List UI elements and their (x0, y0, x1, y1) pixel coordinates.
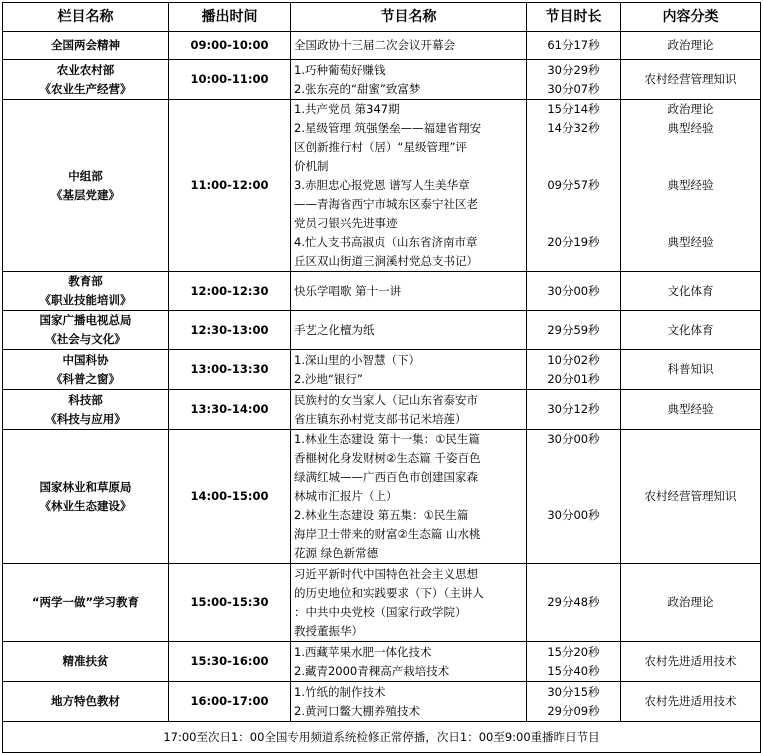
spacer (530, 544, 617, 563)
spacer (530, 449, 617, 468)
program-line: 2.星级管理 筑强堡垒——福建省翔安 (294, 121, 482, 135)
column-name-line: 精准扶贫 (62, 654, 109, 668)
program-line: 丘区双山街道三涧溪村党总支书记） (294, 254, 478, 268)
category-line: 典型经验 (667, 121, 714, 135)
column-name-cell (3, 311, 169, 350)
spacer (530, 214, 617, 233)
category-line: 农村先进适用技术 (644, 694, 737, 708)
category-cell (621, 682, 761, 722)
table-row (3, 642, 761, 682)
column-name-line: 国家广播电视总局 (39, 313, 132, 327)
air-time-cell: 15:30-16:00 (169, 642, 291, 682)
table-row (3, 60, 761, 100)
duration-line: 61分17秒 (547, 38, 600, 52)
duration-line: 29分09秒 (547, 703, 600, 718)
air-time-cell: 13:00-13:30 (169, 350, 291, 390)
column-name-cell (3, 272, 169, 311)
column-name-line: 《职业技能培训》 (39, 293, 132, 307)
program-line: 价机制 (294, 159, 329, 173)
spacer (530, 468, 617, 487)
duration-line: 30分00秒 (547, 508, 600, 522)
column-name-line: 《科技与应用》 (45, 411, 126, 426)
program-line: 2.藏青2000青稞高产栽培技术 (294, 663, 450, 678)
duration-line: 30分12秒 (547, 402, 600, 416)
program-line: 1.竹纸的制作技术 (294, 684, 386, 699)
air-time-cell: 16:00-17:00 (169, 682, 291, 722)
duration-line: 30分15秒 (547, 684, 600, 699)
duration-cell (527, 272, 621, 311)
category-line: 政治理论 (667, 102, 714, 116)
footer-note: 17:00至次日1：00全国专用频道系统检修正常停播，次日1：00至9:00重播昨日节目 (3, 722, 761, 753)
program-line: 习近平新时代中国特色社会主义思想 (294, 566, 478, 581)
spacer (530, 138, 617, 157)
schedule-table (2, 2, 761, 753)
spacer (624, 252, 757, 271)
program-name-cell (291, 430, 527, 564)
category-line: 典型经验 (667, 402, 714, 416)
duration-line: 14分32秒 (547, 121, 600, 135)
air-time-cell: 12:30-13:00 (169, 311, 291, 350)
duration-line: 30分00秒 (547, 283, 600, 298)
program-line: 区创新推行村（居）“星级管理”评 (294, 140, 467, 154)
duration-cell (527, 430, 621, 564)
column-name-line: 《社会与文化》 (45, 332, 126, 346)
table-row (3, 430, 761, 564)
program-name-cell (291, 100, 527, 272)
table-row (3, 272, 761, 311)
air-time-cell: 11:00-12:00 (169, 100, 291, 272)
program-line: 教授董振华） (294, 623, 363, 638)
table-row (3, 350, 761, 390)
spacer (530, 487, 617, 506)
table-row (3, 564, 761, 642)
column-name-line: 农业农村部 (56, 62, 115, 77)
column-name-line: 《科普之窗》 (51, 371, 120, 386)
program-line: 1.共产党员 第347期 (294, 102, 400, 116)
program-line: 1.林业生态建设 第十一集：①民生篇 (294, 432, 480, 446)
program-line: 4.忙人支书高淑贞（山东省济南市章 (294, 235, 478, 249)
category-cell (621, 350, 761, 390)
program-line: 全国政协十三届二次会议开幕会 (294, 38, 455, 52)
program-line: 绿满红城——广西百色市创建国家森 (294, 470, 478, 484)
category-line: 农村经营管理知识 (644, 72, 737, 86)
duration-line: 29分59秒 (547, 322, 600, 337)
column-name-line: 科技部 (68, 392, 103, 407)
column-name-line: 《基层党建》 (51, 187, 120, 202)
column-name-cell (3, 682, 169, 722)
duration-line: 29分48秒 (547, 595, 600, 609)
program-line: 花源 绿色新常德 (294, 546, 379, 560)
program-line: 林城市汇报片（上） (294, 489, 398, 503)
column-name-cell (3, 32, 169, 60)
column-name-line: “两学一做”学习教育 (31, 595, 140, 609)
program-line: 香榧树化身发财树②生态篇 千姿百色 (294, 451, 481, 465)
air-time-cell: 15:00-15:30 (169, 564, 291, 642)
header-category: 内容分类 (621, 3, 761, 32)
header-duration: 节目时长 (527, 3, 621, 32)
table-row (3, 100, 761, 272)
column-name-cell (3, 642, 169, 682)
spacer (530, 157, 617, 176)
column-name-line: 《林业生态建设》 (39, 498, 132, 513)
program-line: ：中共中央党校（国家行政学院） (294, 604, 467, 619)
category-line: 典型经验 (667, 235, 714, 249)
column-name-line: 全国两会精神 (51, 38, 120, 52)
program-name-cell (291, 311, 527, 350)
program-name-cell (291, 350, 527, 390)
program-line: 2.张东亮的“甜蜜”致富梦 (294, 81, 421, 96)
header-program-name: 节目名称 (291, 3, 527, 32)
column-name-line: 教育部 (68, 274, 103, 288)
category-cell (621, 564, 761, 642)
spacer (624, 195, 757, 214)
program-line: 2.黄河口鳖大棚养殖技术 (294, 703, 420, 718)
spacer (624, 138, 757, 157)
category-cell (621, 272, 761, 311)
spacer (530, 195, 617, 214)
category-cell (621, 642, 761, 682)
program-name-cell (291, 642, 527, 682)
header-air-time: 播出时间 (169, 3, 291, 32)
header-column-name: 栏目名称 (3, 3, 169, 32)
duration-cell (527, 60, 621, 100)
duration-cell (527, 311, 621, 350)
duration-cell (527, 564, 621, 642)
duration-line: 15分40秒 (547, 663, 600, 678)
program-line: 海岸卫士带来的财富②生态篇 山水桃 (294, 527, 481, 541)
column-name-line: 地方特色教材 (51, 694, 120, 708)
spacer (530, 252, 617, 271)
category-line: 政治理论 (667, 595, 714, 609)
program-line: 1.深山里的小智慧（下） (294, 352, 420, 367)
category-cell (621, 60, 761, 100)
category-cell (621, 390, 761, 430)
duration-cell (527, 682, 621, 722)
air-time-cell: 10:00-11:00 (169, 60, 291, 100)
column-name-cell (3, 430, 169, 564)
column-name-line: 《农业生产经营》 (39, 81, 132, 96)
program-line: 1.西藏苹果水肥一体化技术 (294, 644, 432, 659)
duration-line: 10分02秒 (547, 352, 600, 367)
column-name-line: 中国科协 (62, 352, 109, 367)
air-time-cell: 12:00-12:30 (169, 272, 291, 311)
table-row (3, 311, 761, 350)
program-line: 2.林业生态建设 第五集：①民生篇 (294, 508, 469, 522)
program-name-cell (291, 682, 527, 722)
table-row (3, 682, 761, 722)
program-line: 1.巧种葡萄好赚钱 (294, 62, 386, 77)
duration-cell (527, 350, 621, 390)
column-name-cell (3, 60, 169, 100)
spacer (624, 214, 757, 233)
category-line: 文化体育 (667, 322, 714, 337)
spacer (530, 525, 617, 544)
program-line: 的历史地位和实践要求（下）（主讲人 (294, 585, 484, 600)
program-line: 2.沙地“银行” (294, 371, 363, 386)
column-name-cell (3, 350, 169, 390)
column-name-cell (3, 100, 169, 272)
duration-cell (527, 642, 621, 682)
column-name-line: 国家林业和草原局 (39, 479, 132, 494)
program-line: 3.赤胆忠心报党恩 谱写人生美华章 (294, 178, 470, 192)
category-cell (621, 32, 761, 60)
category-line: 文化体育 (667, 283, 714, 298)
spacer (624, 157, 757, 176)
program-name-cell (291, 390, 527, 430)
program-name-cell (291, 60, 527, 100)
program-line: 党员刁银兴先进事迹 (294, 216, 398, 230)
duration-cell (527, 390, 621, 430)
category-line: 政治理论 (667, 38, 714, 52)
column-name-cell (3, 564, 169, 642)
duration-line: 20分19秒 (547, 235, 600, 249)
duration-cell (527, 32, 621, 60)
category-line: 典型经验 (667, 178, 714, 192)
duration-line: 30分00秒 (547, 432, 600, 446)
program-line: ——青海省西宁市城东区泰宁社区老 (294, 197, 478, 211)
duration-line: 30分29秒 (547, 62, 600, 77)
table-row (3, 390, 761, 430)
column-name-line: 中组部 (68, 168, 103, 183)
duration-cell (527, 100, 621, 272)
schedule-body (3, 32, 761, 722)
duration-line: 09分57秒 (547, 178, 600, 192)
duration-line: 15分14秒 (547, 102, 600, 116)
category-cell (621, 100, 761, 272)
category-cell (621, 430, 761, 564)
duration-line: 30分07秒 (547, 81, 600, 96)
air-time-cell: 09:00-10:00 (169, 32, 291, 60)
category-line: 科普知识 (667, 362, 714, 376)
footer-row (3, 722, 761, 753)
header-row (3, 3, 761, 32)
duration-line: 20分01秒 (547, 371, 600, 386)
air-time-cell: 13:30-14:00 (169, 390, 291, 430)
air-time-cell: 14:00-15:00 (169, 430, 291, 564)
table-row (3, 32, 761, 60)
program-name-cell (291, 32, 527, 60)
duration-line: 15分20秒 (547, 644, 600, 659)
program-name-cell (291, 564, 527, 642)
program-line: 省庄镇东孙村党支部书记米培莲） (294, 411, 467, 426)
category-line: 农村经营管理知识 (644, 489, 737, 503)
category-cell (621, 311, 761, 350)
program-line: 快乐学唱歌 第十一讲 (294, 283, 402, 298)
program-line: 手艺之化檀为纸 (294, 322, 375, 337)
program-name-cell (291, 272, 527, 311)
category-line: 农村先进适用技术 (644, 654, 737, 668)
column-name-cell (3, 390, 169, 430)
program-line: 民族村的女当家人（记山东省泰安市 (294, 392, 478, 407)
